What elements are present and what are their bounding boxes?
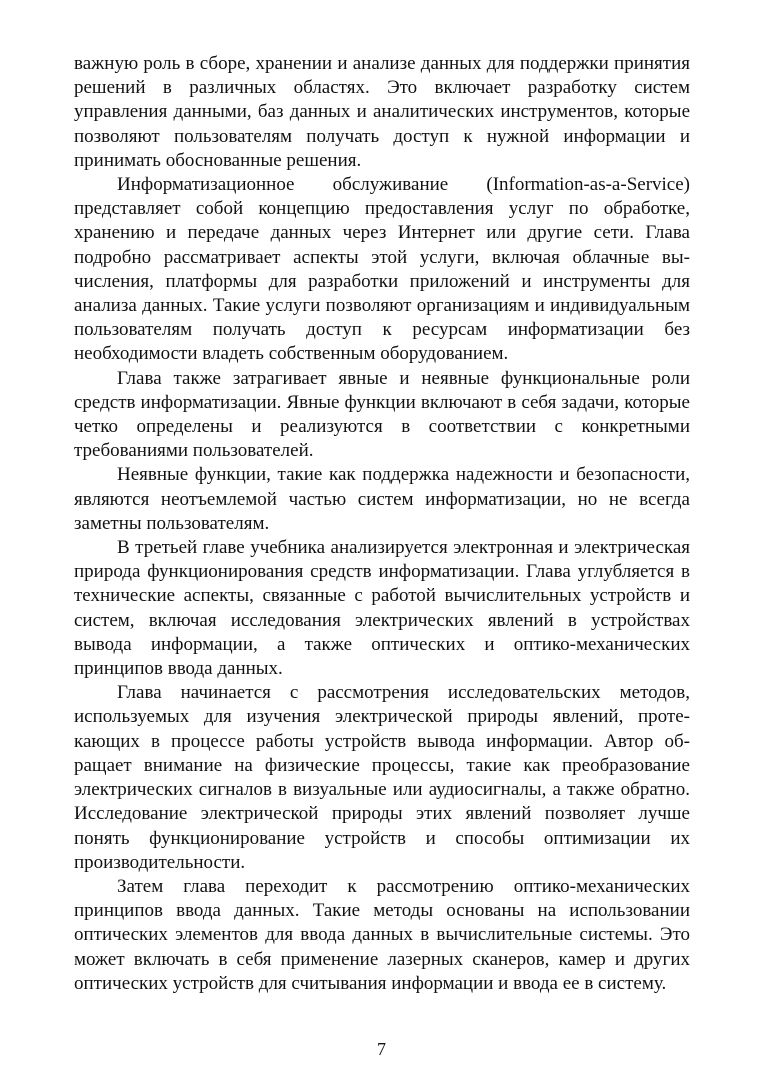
paragraph-7: Затем глава переходит к рассмотрению оптико-механических принципов ввода данных. Такие методы основаны на использовании оптических элементов для ввода данных в вычислительные системы. Это может включать в себя применение лазерных сканеров, камер и других оптических устройств для считывания информации и ввода ее в систему. [74,875,690,994]
paragraph-1: важную роль в сборе, хранении и анализе данных для поддержки принятия решений в различных областях. Это включает разработку систем управления данными, баз данных и аналитических инструментов, которые позволяют пользователям получать доступ к нужной информации и принимать обоснованные решения. [74,53,690,171]
paragraph-2: Информатизационное обслуживание (Information-as-a-Service) представляет собой концепцию предоставления услуг по обработке, хранению и передаче данных через Интернет или другие сети. Глава подробно рассматривает аспекты этой услуги, включая облачные вычисления, платформы для разработки приложений и инструменты для анализа данных. Такие услуги позволяют организациям и индивидуальным пользователям получать доступ к ресурсам информатизации без необходимости владеть собственным оборудованием. [74,174,690,365]
paragraph-6: Глава начинается с рассмотрения исследовательских методов, используемых для изучения электрической природы явлений, протекающих в процессе работы устройств вывода информации. Автор обращает внимание на физические процессы, такие как преобразование электрических сигналов в визуальные или аудиосигналы, а также обратно. Исследование электрической природы этих явлений позволяет лучше понять функционирование устройств и способы оптимизации их производительности. [74,682,690,873]
page-body [74,52,690,996]
paragraph-3: Глава также затрагивает явные и неявные функциональные роли средств информатизации. Явные функции включают в себя задачи, которые четко определены и реализуются в соответствии с конкретными требованиями пользователей. [74,367,690,462]
page-number: 7 [377,1039,386,1059]
paragraph-4: Неявные функции, такие как поддержка надежности и безопасности, являются неотъемлемой частью систем информатизации, но не всегда заметны пользователям. [74,464,690,534]
paragraph-5: В третьей главе учебника анализируется электронная и электрическая природа функционирования средств информатизации. Глава углубляется в технические аспекты, связанные с работой вычислительных устройств и систем, включая исследования электрических явлений в устройствах вывода информации, а также оптических и оптико-механических принципов ввода данных. [74,537,690,680]
